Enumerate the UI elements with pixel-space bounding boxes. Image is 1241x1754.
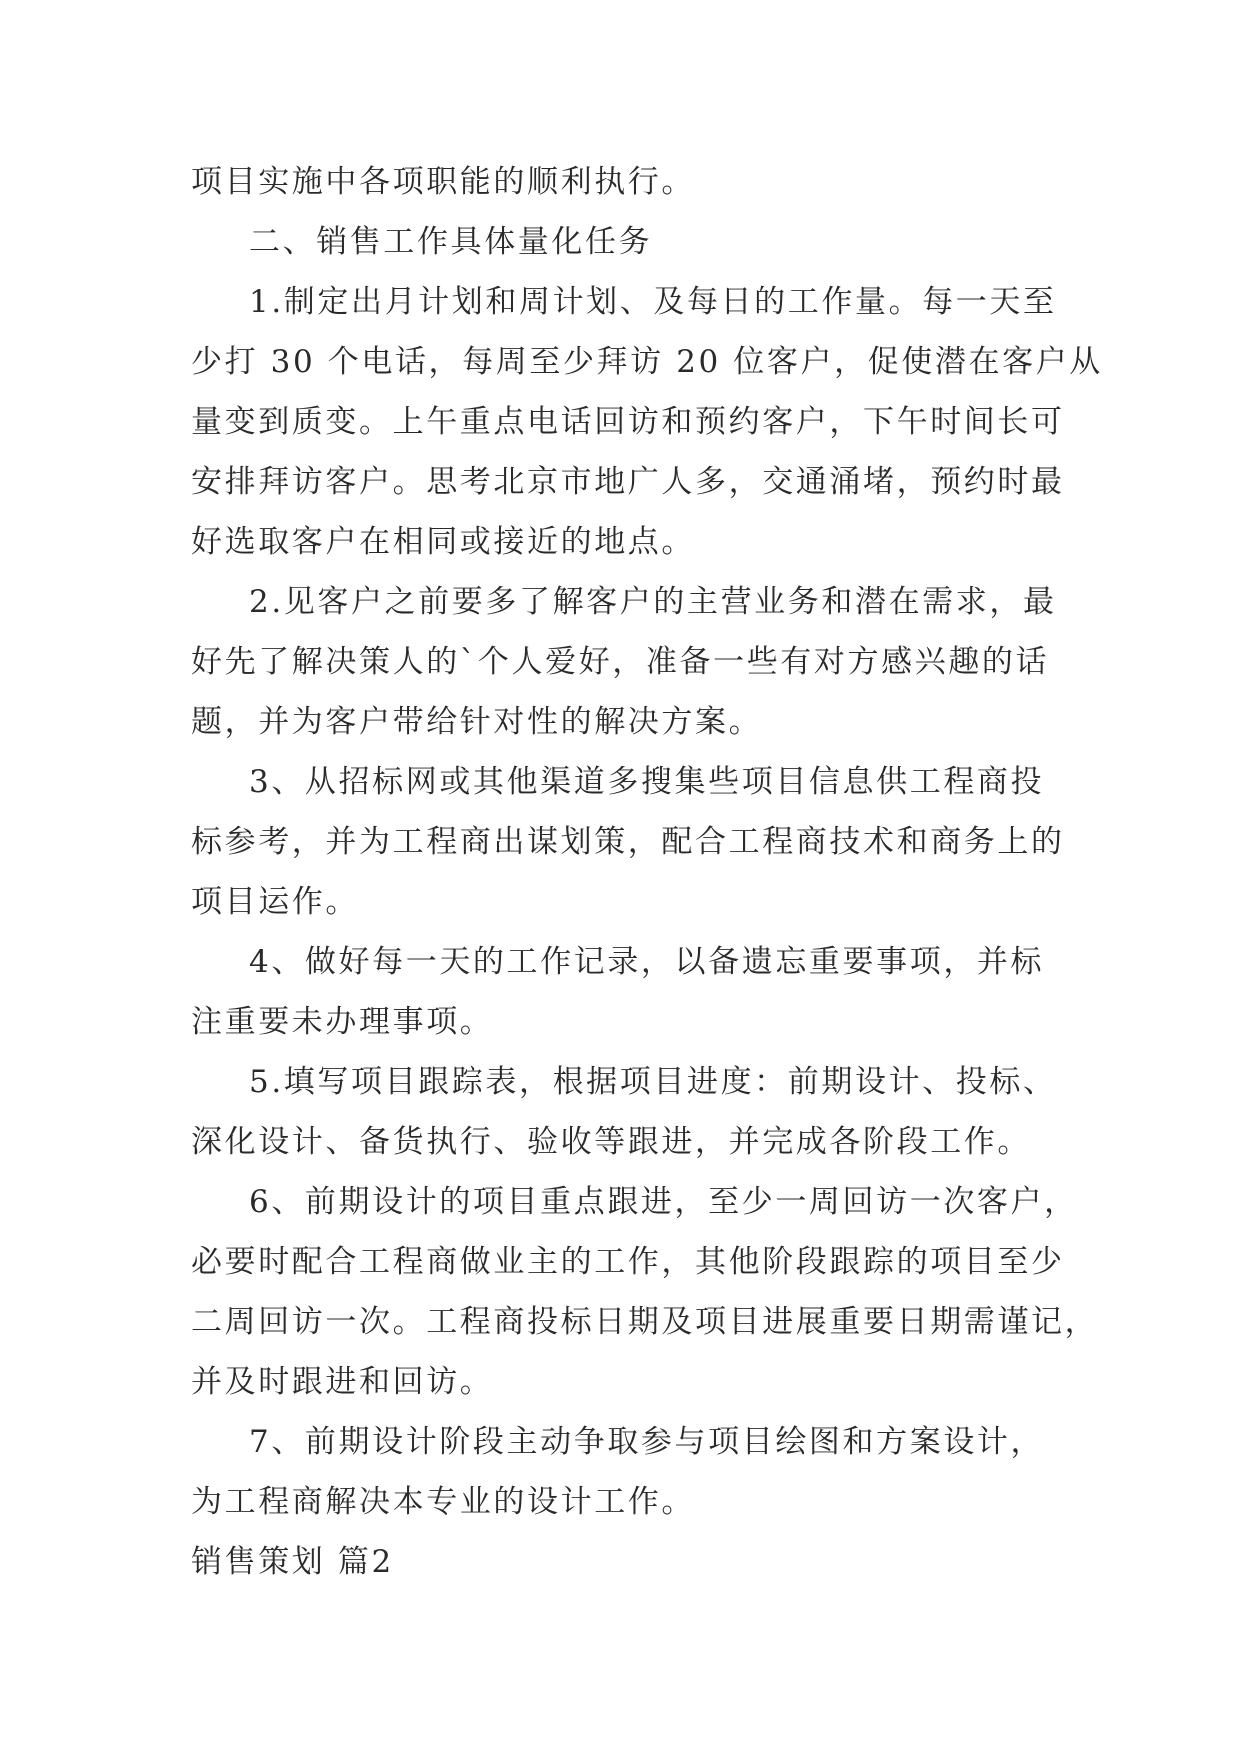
paragraph-line: 必要时配合工程商做业主的工作，其他阶段跟踪的项目至少 [191, 1244, 1065, 1280]
paragraph-line: 项目运作。 [191, 884, 359, 920]
paragraph-line: 3、从招标网或其他渠道多搜集些项目信息供工程商投 [249, 764, 1045, 800]
paragraph-line: 注重要未办理事项。 [191, 1004, 494, 1040]
paragraph-line: 项目实施中各项职能的顺利执行。 [191, 164, 695, 200]
paragraph-line: 好先了解决策人的`个人爱好，准备一些有对方感兴趣的话 [191, 644, 1050, 680]
paragraph-line: 好选取客户在相同或接近的地点。 [191, 524, 695, 560]
paragraph-line: 深化设计、备货执行、验收等跟进，并完成各阶段工作。 [191, 1124, 1031, 1160]
paragraph-line: 安排拜访客户。思考北京市地广人多，交通涌堵，预约时最 [191, 464, 1065, 500]
paragraph-line: 4、做好每一天的工作记录，以备遗忘重要事项，并标 [249, 944, 1045, 980]
paragraph-line: 7、前期设计阶段主动争取参与项目绘图和方案设计， [249, 1424, 1045, 1460]
paragraph-line: 为工程商解决本专业的设计工作。 [191, 1484, 695, 1520]
paragraph-line: 量变到质变。上午重点电话回访和预约客户，下午时间长可 [191, 404, 1065, 440]
section-heading: 二、销售工作具体量化任务 [249, 224, 653, 260]
paragraph-line: 标参考，并为工程商出谋划策，配合工程商技术和商务上的 [191, 824, 1065, 860]
paragraph-line: 题，并为客户带给针对性的解决方案。 [191, 704, 763, 740]
section-title: 销售策划 篇2 [191, 1544, 394, 1580]
paragraph-line: 1.制定出月计划和周计划、及每日的工作量。每一天至 [249, 284, 1057, 320]
paragraph-line: 6、前期设计的项目重点跟进，至少一周回访一次客户， [249, 1184, 1078, 1220]
paragraph-line: 二周回访一次。工程商投标日期及项目进展重要日期需谨记， [191, 1304, 1099, 1340]
paragraph-line: 5.填写项目跟踪表，根据项目进度：前期设计、投标、 [249, 1064, 1057, 1100]
document-body [191, 152, 1103, 1592]
paragraph-line: 少打 30 个电话，每周至少拜访 20 位客户，促使潜在客户从 [191, 344, 1103, 380]
paragraph-line: 2.见客户之前要多了解客户的主营业务和潜在需求，最 [249, 584, 1057, 620]
paragraph-line: 并及时跟进和回访。 [191, 1364, 494, 1400]
